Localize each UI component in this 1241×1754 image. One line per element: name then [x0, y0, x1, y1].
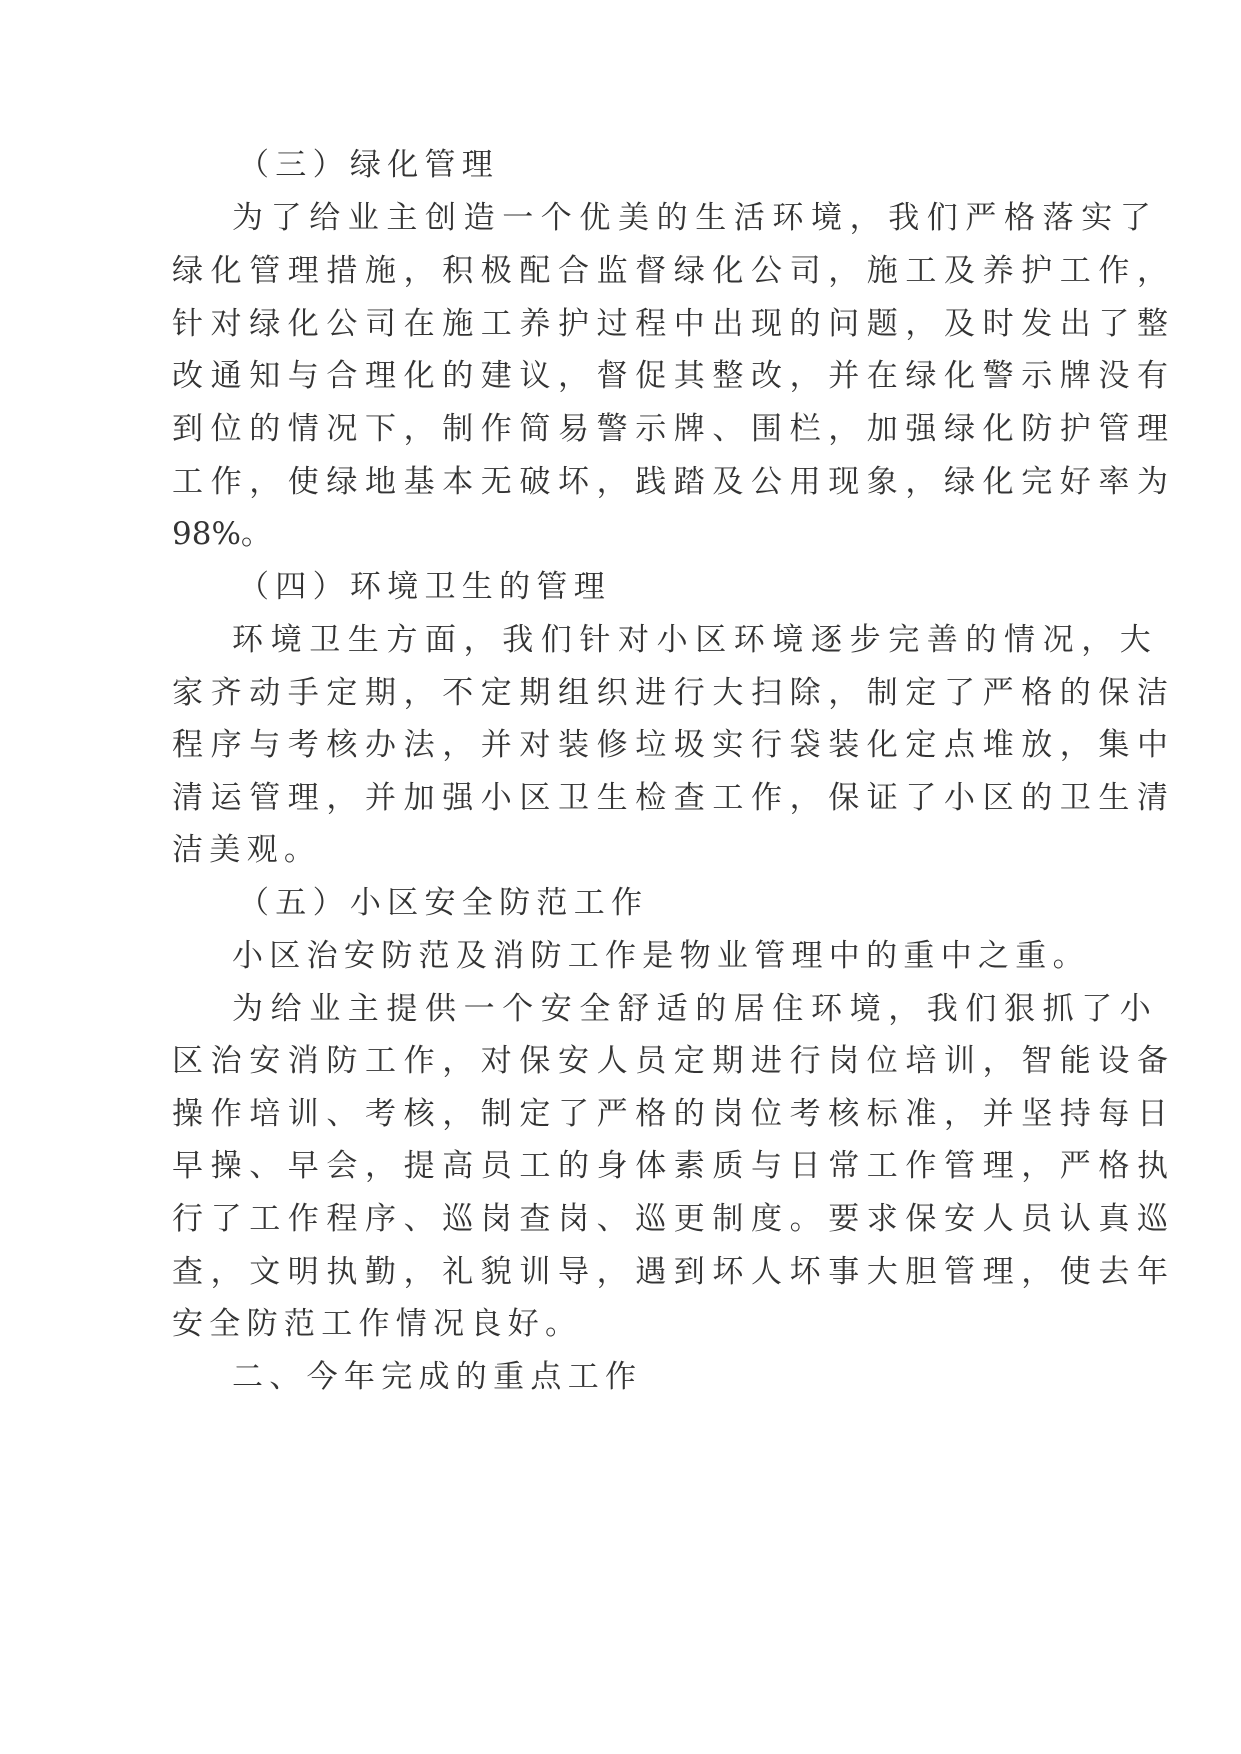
paragraph-line: 绿化管理措施，积极配合监督绿化公司，施工及养护工作， — [172, 253, 1176, 289]
paragraph-line: 为了给业主创造一个优美的生活环境，我们严格落实了 — [232, 200, 1159, 236]
heading-community-security: （五）小区安全防范工作 — [238, 885, 649, 921]
paragraph-line: 清运管理，并加强小区卫生检查工作，保证了小区的卫生清 — [172, 780, 1176, 816]
paragraph-line: 早操、早会，提高员工的身体素质与日常工作管理，严格执 — [172, 1148, 1176, 1184]
paragraph-line: 家齐动手定期，不定期组织进行大扫除，制定了严格的保洁 — [172, 675, 1176, 711]
paragraph-line: 98%。 — [172, 516, 272, 552]
paragraph-line: 小区治安防范及消防工作是物业管理中的重中之重。 — [232, 938, 1090, 974]
paragraph-line: 到位的情况下，制作简易警示牌、围栏，加强绿化防护管理 — [172, 411, 1176, 447]
paragraph-line: 针对绿化公司在施工养护过程中出现的问题，及时发出了整 — [172, 306, 1176, 342]
heading-greening-management: （三）绿化管理 — [238, 147, 500, 183]
heading-key-work-completed: 二、今年完成的重点工作 — [232, 1359, 643, 1395]
paragraph-line: 洁美观。 — [172, 832, 322, 868]
paragraph-line: 行了工作程序、巡岗查岗、巡更制度。要求保安人员认真巡 — [172, 1201, 1176, 1237]
paragraph-line: 改通知与合理化的建议，督促其整改，并在绿化警示牌没有 — [172, 358, 1176, 394]
paragraph-line: 工作，使绿地基本无破坏，践踏及公用现象，绿化完好率为 — [172, 464, 1176, 500]
paragraph-line: 为给业主提供一个安全舒适的居住环境，我们狠抓了小 — [232, 991, 1159, 1027]
paragraph-line: 查，文明执勤，礼貌训导，遇到坏人坏事大胆管理，使去年 — [172, 1254, 1176, 1290]
paragraph-line: 程序与考核办法，并对装修垃圾实行袋装化定点堆放，集中 — [172, 727, 1176, 763]
paragraph-line: 环境卫生方面，我们针对小区环境逐步完善的情况，大 — [232, 622, 1159, 658]
heading-environmental-sanitation: （四）环境卫生的管理 — [238, 569, 611, 605]
paragraph-line: 安全防范工作情况良好。 — [172, 1306, 583, 1342]
paragraph-line: 区治安消防工作，对保安人员定期进行岗位培训，智能设备 — [172, 1043, 1176, 1079]
paragraph-line: 操作培训、考核，制定了严格的岗位考核标准，并坚持每日 — [172, 1096, 1176, 1132]
